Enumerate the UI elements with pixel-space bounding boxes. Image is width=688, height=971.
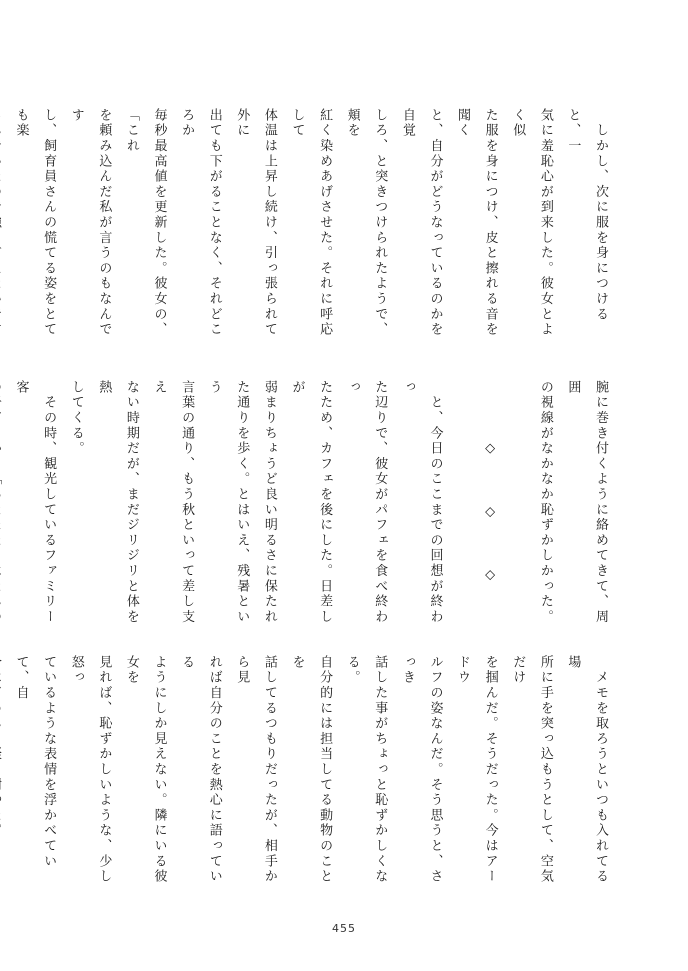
text-block-lower: メモを取ろうといつも入れてる場 所に手を突っ込もうとして、空気だけ を掴んだ。そうだった。今はアードウ ルフの姿なんだ。そう思うと、さっき 話した事がちょっと恥ずかしくなる。 自分的には担当してる動物のことを 話してるつもりだったが、相手から見 れば自分のことを熱心に語っている ようにしか見えない。隣にいる彼女を 見れば、恥ずかしいような、少し怒っ ているような表情を浮かべていて、自 — [13, 655, 608, 885]
page-number: 455 — [332, 922, 356, 935]
text-block-upper: しかし、次に服を身につけると、一 気に羞恥心が到来した。彼女とよく似 た服を身につけ、皮と擦れる音を聞く と、自分がどうなっているのかを自覚 しろ、と突きつけられたようで、頬を 紅く染めあげさせた。それに呼応して 体温は上昇し続け、引っ張られて外に 出ても下がることなく、それどころか 毎秒最高値を更新した。彼女の、「これ を頼み込んだ私が言うのもなんです し、飼育員さんの慌てる姿をとても楽 — [13, 108, 608, 338]
text-block-middle: 腕に巻き付くように絡めてきて、周囲 の視線がなかなか恥ずかしかった。 ◇ ◇ ◇ と、今日のここまでの回想が終わっ た辺りで、彼女がパフェを食べ終わっ たため、カフェを後にした。日差しが 弱まりちょうど良い明るさに保たれ た通りを歩く。とはいえ、残暑という 言葉の通り、もう秋といって差し支え ない時期だが、まだジリジリと体を熱 してくる。 その時、観光しているファミリー客 — [13, 380, 608, 625]
